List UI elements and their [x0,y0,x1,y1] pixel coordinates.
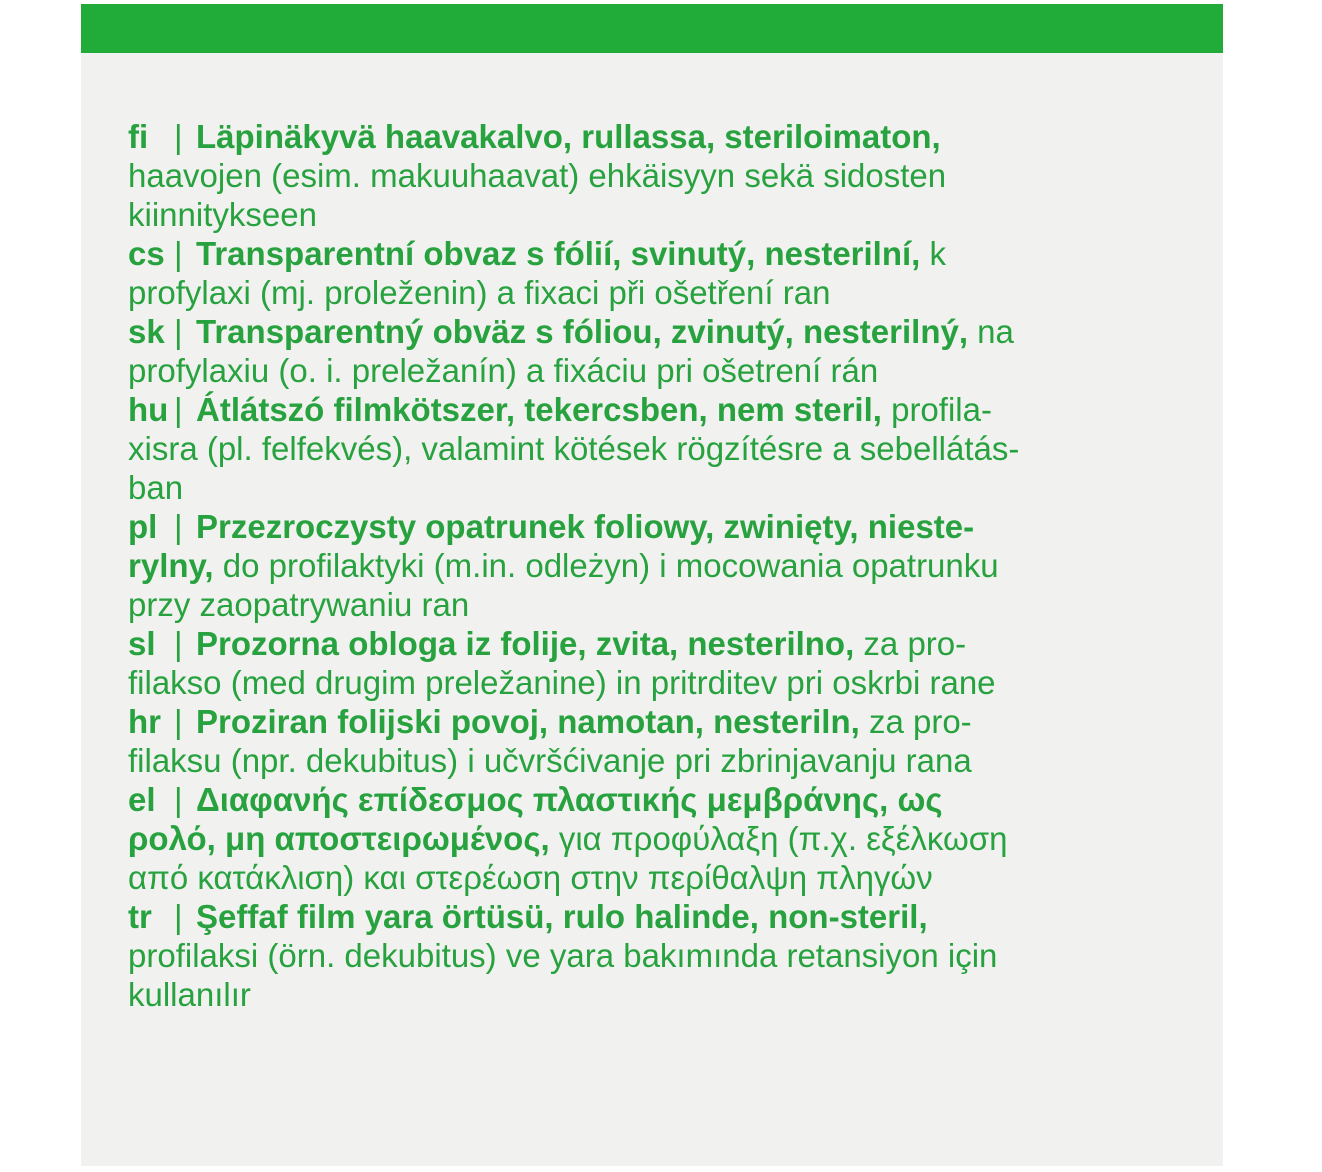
text-line [128,351,1208,390]
language-entry-sl [128,624,1208,702]
usage-text: profilaksi (örn. dekubitus) ve yara bakımında retansiyon için [128,937,998,974]
usage-text: από κατάκλιση) και στερέωση στην περίθαλψη πληγών [128,859,933,896]
language-code: pl [128,508,158,545]
language-code: tr [128,898,152,935]
language-code: sl [128,625,156,662]
language-entry-hu [128,390,1208,507]
product-name-text: Läpinäkyvä haavakalvo, rullassa, steriloimaton, [196,118,941,155]
product-name-text: ρολό, μη αποστειρωμένος, [128,820,550,857]
text-line [128,741,1208,780]
label-panel [81,4,1223,1166]
separator-bar: | [174,235,183,272]
usage-text: filakso (med drugim preležanine) in pritrditev pri oskrbi rane [128,664,996,701]
text-line [128,429,1208,468]
usage-text: za pro- [859,703,972,740]
usage-text: przy zaopatrywaniu ran [128,586,470,623]
separator-bar: | [174,118,183,155]
language-code: fi [128,118,149,155]
text-line [128,546,1208,585]
usage-text: profylaxi (mj. proleženin) a fixaci při ošetření ran [128,274,831,311]
separator-bar: | [174,781,183,818]
usage-text: kiinnitykseen [128,196,317,233]
text-line [128,819,1208,858]
text-line [196,624,1208,663]
usage-text: ban [128,469,184,506]
product-name-text: Transparentný obväz s fóliou, zvinutý, nesterilný, [196,313,969,350]
text-line [196,117,1208,156]
product-name-text: Átlátszó filmkötszer, tekercsben, nem steril, [196,391,882,428]
product-name-text: Prozorna obloga iz folije, zvita, nesterilno, [196,625,855,662]
separator-bar: | [174,703,183,740]
text-line [128,156,1208,195]
text-line [128,195,1208,234]
text-line [128,663,1208,702]
text-line [128,975,1208,1014]
text-line [196,702,1208,741]
usage-text: na [968,313,1014,350]
text-line [196,390,1208,429]
separator-bar: | [174,313,183,350]
language-code: sk [128,313,165,350]
language-code: el [128,781,156,818]
usage-text: για προφύλαξη (π.χ. εξέλκωση [549,820,1008,857]
language-entry-tr [128,897,1208,1014]
usage-text: filaksu (npr. dekubitus) i učvršćivanje pri zbrinjavanju rana [128,742,972,779]
usage-text: profylaxiu (o. i. preležanín) a fixáciu pri ošetrení rán [128,352,879,389]
text-line [196,780,1208,819]
usage-text: k [920,235,947,272]
text-line [196,507,1208,546]
usage-text: za pro- [854,625,967,662]
green-header-band [81,4,1223,53]
text-line [128,936,1208,975]
product-name-text: rylny, [128,547,214,584]
product-name-text: Przezroczysty opatrunek foliowy, zwinięty, nieste- [196,508,975,545]
product-name-text: Transparentní obvaz s fólií, svinutý, nesterilní, [196,235,921,272]
usage-text: profila- [881,391,992,428]
separator-bar: | [174,391,183,428]
language-entry-el [128,780,1208,897]
text-line [196,312,1208,351]
usage-text: kullanılır [128,976,251,1013]
text-line [128,585,1208,624]
multilingual-description [128,117,1208,1014]
usage-text: xisra (pl. felfekvés), valamint kötések rögzítésre a sebellátás- [128,430,1020,467]
separator-bar: | [174,625,183,662]
text-line [196,897,1208,936]
language-code: hu [128,391,169,428]
language-entry-sk [128,312,1208,390]
language-entry-pl [128,507,1208,624]
language-entry-hr [128,702,1208,780]
language-code: cs [128,235,165,272]
language-entry-fi [128,117,1208,234]
product-name-text: Proziran folijski povoj, namotan, nesteriln, [196,703,860,740]
product-name-text: Şeffaf film yara örtüsü, rulo halinde, non-steril, [196,898,928,935]
product-name-text: Διαφανής επίδεσμος πλαστικής μεμβράνης, ως [196,781,943,818]
separator-bar: | [174,508,183,545]
text-line [196,234,1208,273]
language-code: hr [128,703,161,740]
separator-bar: | [174,898,183,935]
language-entry-cs [128,234,1208,312]
text-line [128,468,1208,507]
text-line [128,858,1208,897]
usage-text: do profilaktyki (m.in. odleżyn) i mocowania opatrunku [213,547,999,584]
usage-text: haavojen (esim. makuuhaavat) ehkäisyyn sekä sidosten [128,157,947,194]
text-line [128,273,1208,312]
